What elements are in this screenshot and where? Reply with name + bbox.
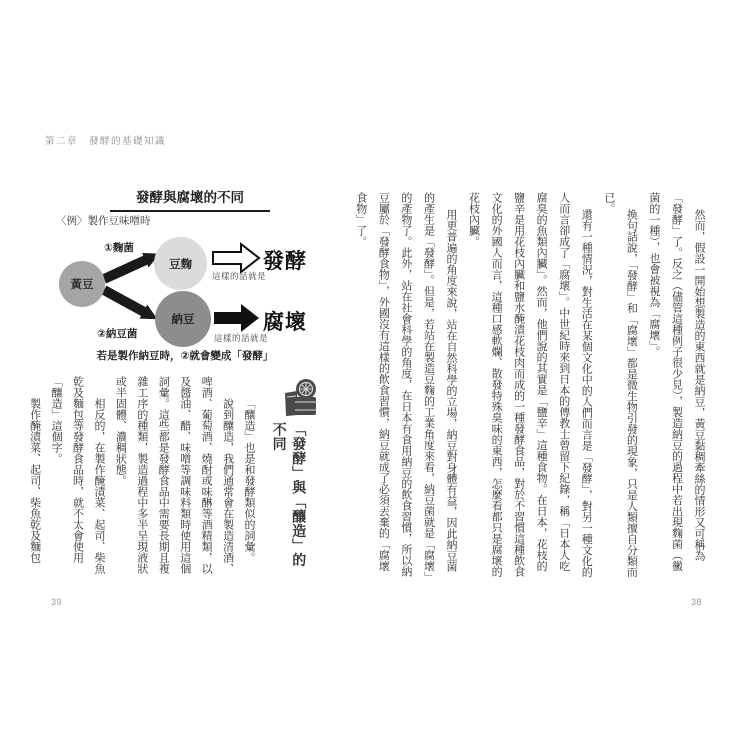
- outline-arrow-fermentation: [213, 244, 259, 272]
- paragraph: 然而，假設一開始想製造的東西就是納豆，黃豆黏稠牽絲的情形又可稱為「發酵」了。反之（儘管這種例子很少見），製造納豆的過程中若出現麴菌（黴菌的一種），也會被視為「腐壞」。: [647, 192, 705, 572]
- arrow1-label: ①麴菌: [104, 242, 134, 254]
- paragraph: 「釀造」也是和發酵類似的詞彙。: [243, 398, 255, 563]
- page-number-right: 38: [691, 597, 703, 607]
- result-spoilage: 腐壞: [263, 311, 307, 334]
- arrow-to-natto: [104, 290, 146, 313]
- arrow-to-koji: [104, 259, 148, 279]
- arrow-caption-spoilage: 這樣的話就是: [214, 333, 269, 343]
- page-number-left: 39: [51, 597, 63, 607]
- arrow-caption-fermentation: 這樣的話就是: [212, 271, 267, 281]
- paragraph: 製作醃漬菜、起司、柴魚乾及麵包: [28, 398, 41, 563]
- paragraph: 說到釀造，我們通常會在製造清酒、啤酒、葡萄酒、燒酎或味醂等酒精類，以及醬油、醋、味噌等調味料類時使用這個詞彙。這些都是發酵食品中需要長期且複雜工序的種類，製造過程中多半呈現液狀或半固體、濃稠狀態。: [114, 376, 234, 574]
- result-fermentation: 發酵: [263, 250, 307, 273]
- paragraph: 換句話說，「發酵」和「腐壞」都是微生物引發的現象，只是人類擅自分類而已。: [602, 192, 638, 577]
- left-page-body: [28, 376, 259, 576]
- diagram-note: 若是製作納豆時，②就會變成「發酵」: [96, 350, 274, 362]
- node-koji: 豆麴: [154, 237, 207, 290]
- diagram-example-label: 〈例〉製作豆味噌時: [56, 215, 151, 227]
- right-page-body: [354, 192, 710, 580]
- diagram-title: 發酵與腐壞的不同: [110, 186, 270, 212]
- paragraph: 相反的，在製作醃漬菜、起司、柴魚乾及麵包等發酵食品時，就不太會使用「釀造」這個字。: [50, 376, 105, 574]
- running-header: 第二章 發酵的基礎知識: [45, 136, 167, 147]
- node-soybean: 黃豆: [59, 261, 105, 307]
- section-title: 「發酵」與「釀造」的不同: [270, 422, 306, 567]
- solid-arrow-spoilage: [214, 304, 259, 332]
- fermentation-crock-icon: [282, 377, 318, 417]
- paragraph: 用更普遍的角度來說，站在自然科學的立場，納豆對身體有益，因此納豆菌的產生是「發酵」。但是，若站在製造豆麴的工業角度來看，納豆菌就是「腐壞」的產物了。此外，站在社會科學的角度，在日本有食用納豆的飲食習慣，所以納豆屬於「發酵食物」，外國沒有這樣的飲食習慣，納豆就成了必須丟棄的「腐壞食物」了。: [354, 192, 457, 577]
- paragraph: 還有一種情況，對生活在某個文化中的人們而言是「發酵」，對另一種文化的人而言卻成了「腐壞」。中世紀時來到日本的傳教士曾留下紀錄，稱「日本人吃腐臭的魚類內臟」。然而，他們說的其實是「鹽辛」這種食物。在日本，花枝的鹽辛是用花枝內臟和鹽水醃漬花枝肉而成的一種發酵食品，對於不習慣這種飲食文化的外國人而言，這種口感軟爛、散發特殊臭味的東西，怎麼看都只是腐壞的花枝內臟。: [467, 192, 593, 577]
- node-natto: 納豆: [155, 291, 211, 347]
- arrow2-label: ②納豆菌: [97, 328, 138, 340]
